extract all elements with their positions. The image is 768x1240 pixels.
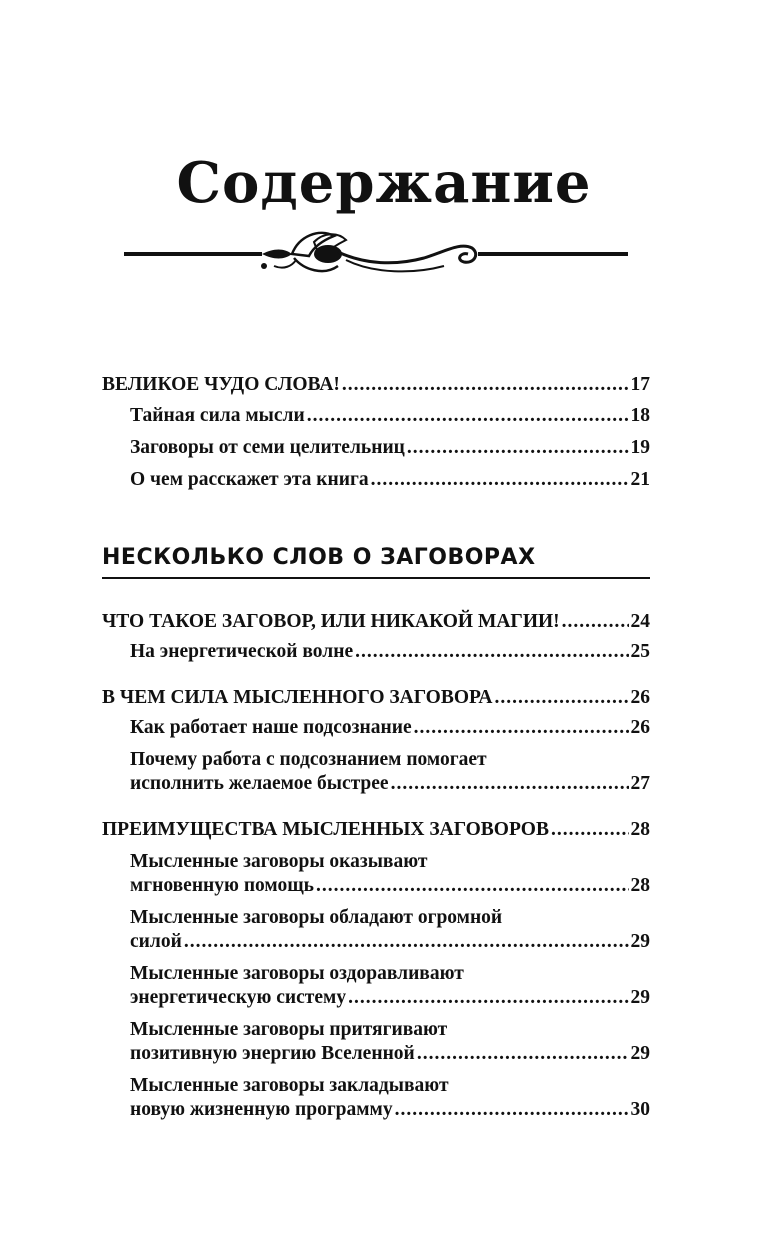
- toc-chapter[interactable]: ПРЕИМУЩЕСТВА МЫСЛЕННЫХ ЗАГОВОРОВ ..... 28: [102, 818, 650, 842]
- toc-item[interactable]: мгновенную помощь ..... 28: [130, 874, 650, 898]
- toc-item-line1[interactable]: Почему работа с подсознанием помогает: [130, 749, 487, 770]
- section-heading: НЕСКОЛЬКО СЛОВ О ЗАГОВОРАХ: [102, 545, 536, 570]
- toc-item-line1[interactable]: Мысленные заговоры оздоравливают: [130, 963, 464, 984]
- toc-chapter[interactable]: В ЧЕМ СИЛА МЫСЛЕННОГО ЗАГОВОРА ..... 26: [102, 686, 650, 710]
- toc-chapter[interactable]: ЧТО ТАКОЕ ЗАГОВОР, ИЛИ НИКАКОЙ МАГИИ! ..... 24: [102, 610, 650, 634]
- toc-item[interactable]: Заговоры от семи целительниц ..... 19: [130, 436, 650, 460]
- toc-item-line1[interactable]: Мысленные заговоры обладают огромной: [130, 907, 503, 928]
- ornament-divider-icon: [124, 222, 628, 284]
- toc-item[interactable]: энергетическую систему ..... 29: [130, 986, 650, 1010]
- toc-item[interactable]: Как работает наше подсознание ..... 26: [130, 716, 650, 740]
- toc-item-line1[interactable]: Мысленные заговоры притягивают: [130, 1019, 448, 1040]
- toc-item[interactable]: На энергетической волне ..... 25: [130, 640, 650, 664]
- page-title: Содержание: [176, 150, 592, 216]
- toc-chapter[interactable]: ВЕЛИКОЕ ЧУДО СЛОВА! ..... 17: [102, 373, 650, 397]
- toc-item[interactable]: исполнить желаемое быстрее ..... 27: [130, 772, 650, 796]
- toc-item[interactable]: силой ..... 29: [130, 930, 650, 954]
- toc-item[interactable]: О чем расскажет эта книга ..... 21: [130, 468, 650, 492]
- toc-item[interactable]: новую жизненную программу ..... 30: [130, 1098, 650, 1122]
- toc-item[interactable]: позитивную энергию Вселенной ..... 29: [130, 1042, 650, 1066]
- toc-item[interactable]: Тайная сила мысли ..... 18: [130, 404, 650, 428]
- section-rule: [102, 577, 650, 579]
- toc-item-line1[interactable]: Мысленные заговоры оказывают: [130, 851, 428, 872]
- toc-item-line1[interactable]: Мысленные заговоры закладывают: [130, 1075, 449, 1096]
